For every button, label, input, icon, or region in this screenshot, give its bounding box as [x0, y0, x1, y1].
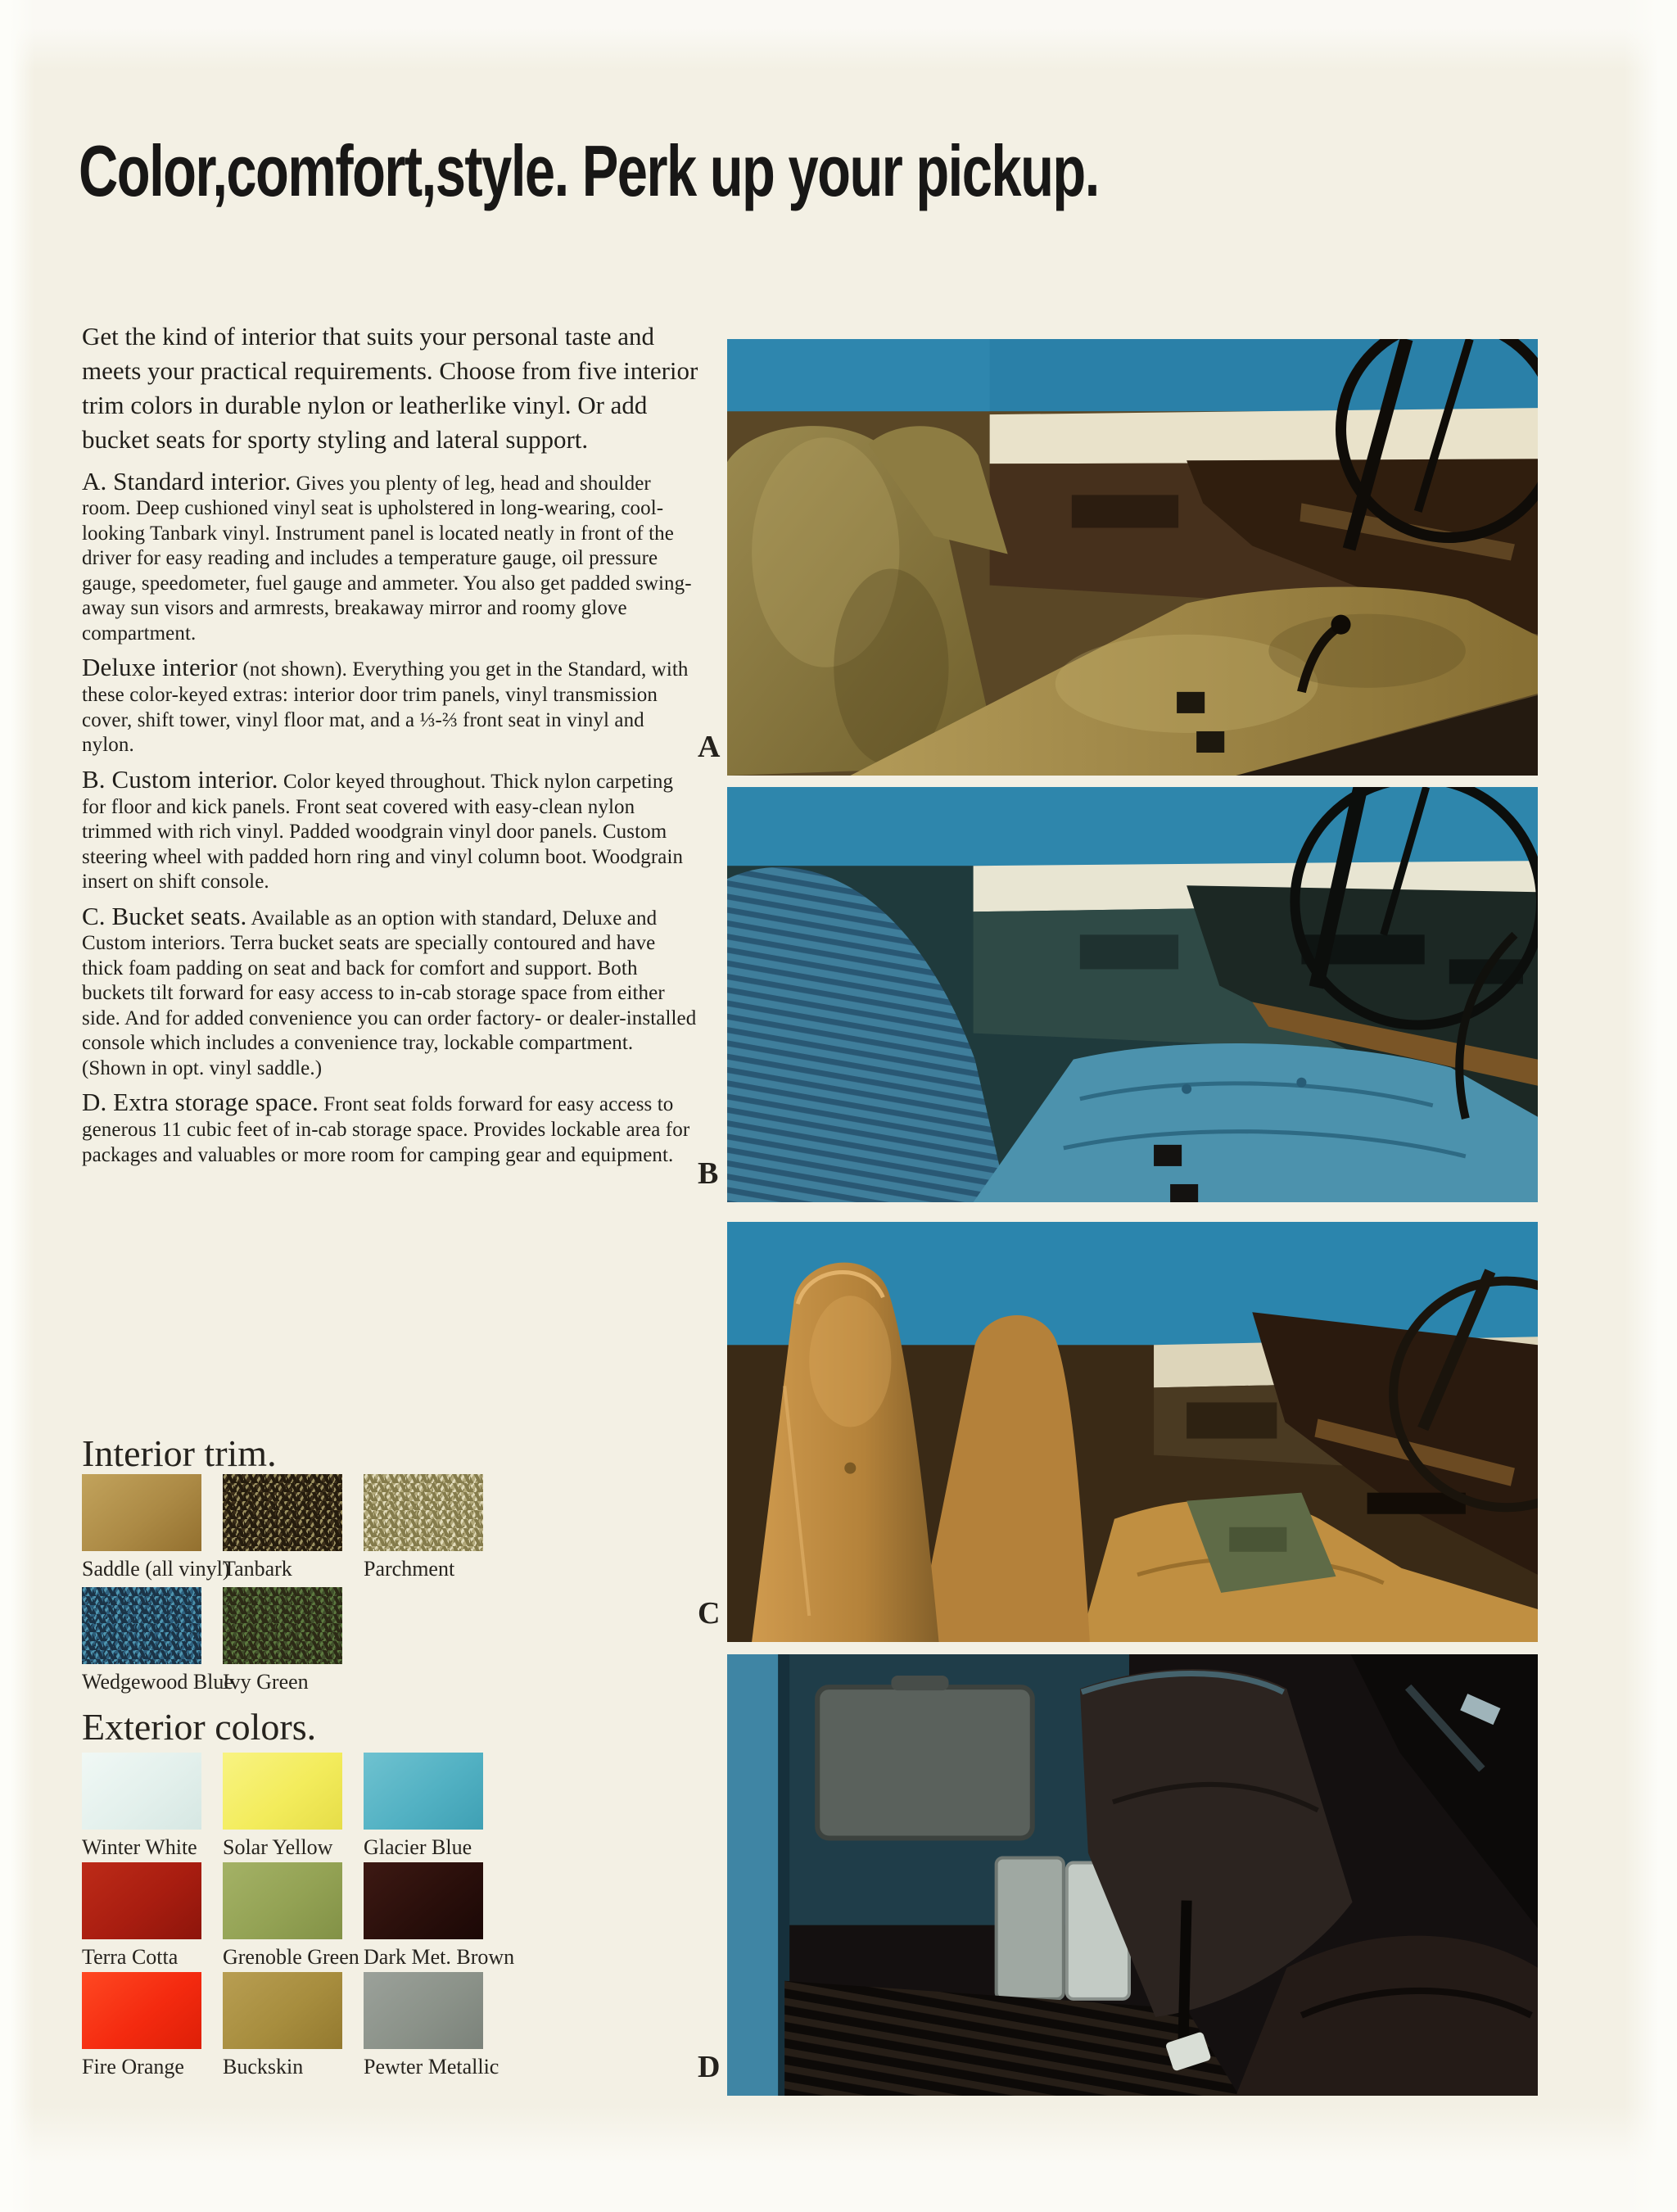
glacier-blue-color-chip: [364, 1753, 483, 1830]
swatch-dark-met-brown: [364, 1862, 568, 1970]
buckskin-color-chip: [223, 1972, 342, 2049]
wedgewood-blue-color-chip: [82, 1587, 201, 1664]
section-deluxe-note: (not shown).: [242, 658, 347, 681]
swatch-glacier-blue: [364, 1753, 568, 1860]
scan-edge-right: [1625, 0, 1677, 2212]
section-standard-interior: [82, 466, 700, 647]
photo-a-label: A: [698, 730, 721, 764]
exterior-colors-heading: Exterior colors.: [82, 1706, 317, 1748]
terra-cotta-color-chip: [82, 1862, 201, 1939]
swatch-label: Fire Orange: [82, 2055, 184, 2079]
tanbark-color-chip: [223, 1474, 342, 1551]
swatch-label: Terra Cotta: [82, 1945, 179, 1969]
swatch-ivy-green: [223, 1587, 427, 1694]
swatch-label: Winter White: [82, 1835, 197, 1859]
swatch-parchment: [364, 1474, 568, 1581]
scan-edge-bottom: [0, 2106, 1677, 2212]
section-c-body: Available as an option with standard, Deluxe and Custom interiors. Terra bucket seats are specially contoured and have thick foam padding on seat and back for comfort and support. Both buckets tilt forward for easy access to in-cab storage space from either side. And for added convenience you can order factory- or dealer-installed console which includes a convenience tray, lockable compartment. (Shown in opt. vinyl saddle.): [82, 907, 697, 1079]
section-deluxe-body: Everything you get in the Standard, with these color-keyed extras: interior door trim panels, vinyl transmission cover, shift tower, vinyl floor mat, and a ⅓-⅔ front seat in vinyl and nylon.: [82, 658, 689, 757]
grenoble-green-color-chip: [223, 1862, 342, 1939]
fire-orange-color-chip: [82, 1972, 201, 2049]
section-deluxe-lead: Deluxe interior: [82, 653, 238, 682]
photo-b-label: B: [698, 1156, 719, 1191]
photo-a-scene: [727, 339, 1538, 776]
photo-storage-space: [698, 1654, 1538, 2095]
photo-bucket-seats: [698, 1222, 1538, 1641]
section-a-body: Gives you plenty of leg, head and shoulder room. Deep cushioned vinyl seat is upholstered in long-wearing, cool-looking Tanbark vinyl. Instrument panel is located neatly in front of the driver for easy reading and includes a temperature gauge, oil pressure gauge, speedometer, fuel gauge and ammeter. You also get padded swing-away sun visors and armrests, breakaway mirror and roomy glove compartment.: [82, 472, 692, 645]
section-extra-storage: [82, 1087, 700, 1168]
photo-d-scene: [727, 1654, 1538, 2096]
saddle-color-chip: [82, 1474, 201, 1551]
page-title: Color,comfort,style. Perk up your pickup.: [79, 130, 1099, 211]
photo-c-label: C: [698, 1596, 721, 1631]
photo-b-scene: [727, 787, 1538, 1202]
section-bucket-seats: [82, 901, 700, 1082]
interior-trim-heading: Interior trim.: [82, 1432, 277, 1474]
photo-c-scene: [727, 1222, 1538, 1642]
section-c-lead: C. Bucket seats.: [82, 901, 247, 930]
swatch-label: Dark Met. Brown: [364, 1945, 515, 1969]
pewter-metallic-color-chip: [364, 1972, 483, 2049]
section-a-lead: A. Standard interior.: [82, 466, 292, 495]
section-d-body: Front seat folds forward for easy access to generous 11 cubic feet of in-cab storage space. Provides lockable area for packages and valuables or more room for camping gear and equipment.: [82, 1093, 690, 1166]
swatch-label: Wedgewood Blue: [82, 1670, 233, 1694]
swatch-label: Ivy Green: [223, 1670, 309, 1694]
section-b-lead: B. Custom interior.: [82, 764, 278, 794]
swatch-label: Saddle (all vinyl): [82, 1557, 230, 1581]
swatch-label: Buckskin: [223, 2055, 304, 2079]
intro-paragraph: Get the kind of interior that suits your personal taste and meets your practical requirements. Choose from five interior trim colors in durable nylon or leatherlike vinyl. Or add bucket seats for sporty styling and lateral support.: [82, 322, 698, 455]
ivy-green-color-chip: [223, 1587, 342, 1664]
swatch-pewter-metallic: [364, 1972, 568, 2079]
swatch-label: Solar Yellow: [223, 1835, 333, 1859]
scan-edge-left: [0, 0, 34, 2212]
photo-standard-interior: [698, 339, 1538, 775]
section-custom-interior: [82, 764, 700, 895]
swatch-label: Pewter Metallic: [364, 2055, 499, 2079]
scan-edge-top: [0, 0, 1677, 70]
photo-d-label: D: [698, 2050, 721, 2084]
section-b-body: Color keyed throughout. Thick nylon carpeting for floor and kick panels. Front seat covered with easy-clean nylon trimmed with rich vinyl. Padded woodgrain vinyl door panels. Custom steering wheel with padded horn ring and vinyl column boot. Woodgrain insert on shift console.: [82, 770, 684, 893]
body-copy-column: [82, 319, 700, 1174]
section-d-lead: D. Extra storage space.: [82, 1088, 319, 1117]
swatch-label: Grenoble Green: [223, 1945, 359, 1969]
photo-custom-interior: [698, 787, 1538, 1201]
winter-white-color-chip: [82, 1753, 201, 1830]
swatch-label: Parchment: [364, 1557, 455, 1581]
section-deluxe-interior: [82, 652, 700, 758]
swatch-label: Glacier Blue: [364, 1835, 472, 1859]
dark-met-brown-color-chip: [364, 1862, 483, 1939]
swatch-label: Tanbark: [223, 1557, 292, 1581]
solar-yellow-color-chip: [223, 1753, 342, 1830]
parchment-color-chip: [364, 1474, 483, 1551]
